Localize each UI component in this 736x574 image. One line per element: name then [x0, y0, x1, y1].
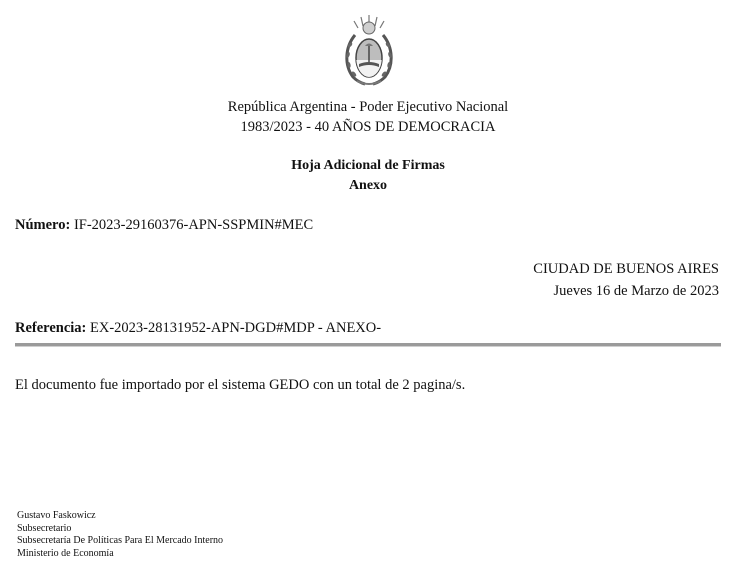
- commemorative-motto: 1983/2023 - 40 AÑOS DE DEMOCRACIA: [240, 119, 496, 135]
- title-line-2: Anexo: [348, 178, 388, 193]
- document-number-row: [15, 215, 313, 235]
- signer-role: Subsecretario: [17, 522, 72, 534]
- place: CIUDAD DE BUENOS AIRES: [533, 261, 719, 277]
- document-title: [0, 156, 736, 196]
- reference-label: Referencia:: [15, 320, 87, 336]
- title-line-1: Hoja Adicional de Firmas: [291, 158, 445, 173]
- government-name: República Argentina - Poder Ejecutivo Nacional: [227, 99, 509, 115]
- reference-row: [15, 318, 381, 338]
- signer-ministry: Ministerio de Economía: [17, 547, 114, 559]
- document-number-label: Número:: [15, 217, 71, 233]
- coat-of-arms-icon: [339, 13, 399, 89]
- place-and-date: [533, 258, 719, 302]
- signer-office: Subsecretaría De Políticas Para El Mercado Interno: [17, 535, 224, 546]
- divider: [15, 343, 721, 347]
- reference-value: EX-2023-28131952-APN-DGD#MDP - ANEXO-: [90, 320, 382, 336]
- signature-block: [17, 510, 223, 560]
- signer-name: Gustavo Faskowicz: [17, 510, 96, 521]
- document-header: [0, 97, 736, 137]
- document-number-value: IF-2023-29160376-APN-SSPMIN#MEC: [73, 217, 314, 233]
- body-text: El documento fue importado por el sistema GEDO con un total de 2 pagina/s.: [15, 377, 466, 393]
- date: Jueves 16 de Marzo de 2023: [553, 283, 719, 299]
